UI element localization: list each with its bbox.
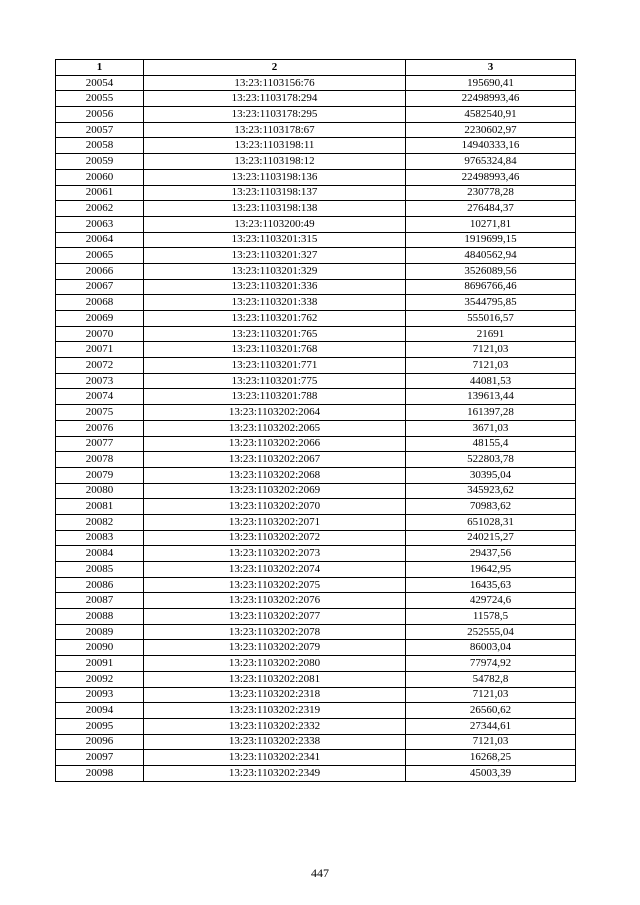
cadastral-number-cell: 13:23:1103202:2071: [144, 514, 406, 530]
row-number-cell: 20088: [56, 609, 144, 625]
cadastral-number-cell: 13:23:1103202:2077: [144, 609, 406, 625]
value-cell: 30395,04: [406, 467, 576, 483]
row-number-cell: 20090: [56, 640, 144, 656]
table-row: [56, 656, 576, 672]
value-cell: 86003,04: [406, 640, 576, 656]
row-number-cell: 20068: [56, 295, 144, 311]
cadastral-number-cell: 13:23:1103202:2075: [144, 577, 406, 593]
row-number-cell: 20077: [56, 436, 144, 452]
value-cell: 7121,03: [406, 342, 576, 358]
cadastral-number-cell: 13:23:1103202:2080: [144, 656, 406, 672]
row-number-cell: 20062: [56, 201, 144, 217]
row-number-cell: 20086: [56, 577, 144, 593]
value-cell: 522803,78: [406, 452, 576, 468]
cadastral-number-cell: 13:23:1103202:2067: [144, 452, 406, 468]
cadastral-number-cell: 13:23:1103198:11: [144, 138, 406, 154]
value-cell: 252555,04: [406, 624, 576, 640]
value-cell: 27344,61: [406, 718, 576, 734]
row-number-cell: 20089: [56, 624, 144, 640]
value-cell: 161397,28: [406, 405, 576, 421]
table-row: [56, 311, 576, 327]
value-cell: 22498993,46: [406, 91, 576, 107]
row-number-cell: 20060: [56, 169, 144, 185]
value-cell: 1919699,15: [406, 232, 576, 248]
table-row: [56, 138, 576, 154]
cadastral-number-cell: 13:23:1103202:2066: [144, 436, 406, 452]
cadastral-number-cell: 13:23:1103201:327: [144, 248, 406, 264]
table-row: [56, 750, 576, 766]
row-number-cell: 20094: [56, 703, 144, 719]
table-row: [56, 185, 576, 201]
table-row: [56, 734, 576, 750]
cadastral-number-cell: 13:23:1103202:2349: [144, 765, 406, 781]
value-cell: 21691: [406, 326, 576, 342]
cadastral-number-cell: 13:23:1103202:2073: [144, 546, 406, 562]
table-header: [56, 60, 576, 76]
table-row: [56, 91, 576, 107]
cadastral-number-cell: 13:23:1103201:775: [144, 373, 406, 389]
table-row: [56, 624, 576, 640]
row-number-cell: 20055: [56, 91, 144, 107]
table-row: [56, 687, 576, 703]
value-cell: 77974,92: [406, 656, 576, 672]
cadastral-number-cell: 13:23:1103202:2074: [144, 562, 406, 578]
table-row: [56, 358, 576, 374]
row-number-cell: 20096: [56, 734, 144, 750]
table-row: [56, 75, 576, 91]
row-number-cell: 20076: [56, 420, 144, 436]
table-row: [56, 546, 576, 562]
data-table: [55, 59, 576, 782]
row-number-cell: 20070: [56, 326, 144, 342]
row-number-cell: 20066: [56, 263, 144, 279]
value-cell: 16268,25: [406, 750, 576, 766]
row-number-cell: 20063: [56, 216, 144, 232]
table-row: [56, 263, 576, 279]
row-number-cell: 20072: [56, 358, 144, 374]
value-cell: 276484,37: [406, 201, 576, 217]
row-number-cell: 20097: [56, 750, 144, 766]
cadastral-number-cell: 13:23:1103202:2076: [144, 593, 406, 609]
value-cell: 139613,44: [406, 389, 576, 405]
column-header-3: 3: [406, 60, 576, 76]
row-number-cell: 20071: [56, 342, 144, 358]
cadastral-number-cell: 13:23:1103201:768: [144, 342, 406, 358]
value-cell: 44081,53: [406, 373, 576, 389]
row-number-cell: 20075: [56, 405, 144, 421]
value-cell: 19642,95: [406, 562, 576, 578]
table-row: [56, 765, 576, 781]
cadastral-number-cell: 13:23:1103202:2079: [144, 640, 406, 656]
table-row: [56, 405, 576, 421]
table-row: [56, 420, 576, 436]
row-number-cell: 20069: [56, 311, 144, 327]
value-cell: 240215,27: [406, 530, 576, 546]
table-row: [56, 248, 576, 264]
row-number-cell: 20059: [56, 154, 144, 170]
table-row: [56, 107, 576, 123]
row-number-cell: 20082: [56, 514, 144, 530]
value-cell: 3526089,56: [406, 263, 576, 279]
table-row: [56, 514, 576, 530]
row-number-cell: 20078: [56, 452, 144, 468]
value-cell: 3544795,85: [406, 295, 576, 311]
value-cell: 22498993,46: [406, 169, 576, 185]
row-number-cell: 20093: [56, 687, 144, 703]
cadastral-number-cell: 13:23:1103200:49: [144, 216, 406, 232]
cadastral-number-cell: 13:23:1103202:2064: [144, 405, 406, 421]
table-row: [56, 436, 576, 452]
value-cell: 230778,28: [406, 185, 576, 201]
value-cell: 29437,56: [406, 546, 576, 562]
table-row: [56, 154, 576, 170]
value-cell: 7121,03: [406, 734, 576, 750]
cadastral-number-cell: 13:23:1103202:2068: [144, 467, 406, 483]
cadastral-number-cell: 13:23:1103201:762: [144, 311, 406, 327]
table-row: [56, 530, 576, 546]
row-number-cell: 20079: [56, 467, 144, 483]
row-number-cell: 20074: [56, 389, 144, 405]
table-row: [56, 452, 576, 468]
value-cell: 651028,31: [406, 514, 576, 530]
cadastral-number-cell: 13:23:1103202:2341: [144, 750, 406, 766]
table-row: [56, 483, 576, 499]
table-row: [56, 499, 576, 515]
value-cell: 2230602,97: [406, 122, 576, 138]
table-row: [56, 201, 576, 217]
table-row: [56, 295, 576, 311]
cadastral-number-cell: 13:23:1103202:2332: [144, 718, 406, 734]
row-number-cell: 20085: [56, 562, 144, 578]
row-number-cell: 20056: [56, 107, 144, 123]
cadastral-number-cell: 13:23:1103198:138: [144, 201, 406, 217]
table-row: [56, 373, 576, 389]
row-number-cell: 20083: [56, 530, 144, 546]
table-row: [56, 671, 576, 687]
table-row: [56, 169, 576, 185]
row-number-cell: 20080: [56, 483, 144, 499]
value-cell: 10271,81: [406, 216, 576, 232]
cadastral-number-cell: 13:23:1103202:2081: [144, 671, 406, 687]
row-number-cell: 20073: [56, 373, 144, 389]
value-cell: 7121,03: [406, 358, 576, 374]
row-number-cell: 20065: [56, 248, 144, 264]
table-row: [56, 279, 576, 295]
value-cell: 26560,62: [406, 703, 576, 719]
cadastral-number-cell: 13:23:1103202:2069: [144, 483, 406, 499]
table-row: [56, 326, 576, 342]
cadastral-number-cell: 13:23:1103198:136: [144, 169, 406, 185]
table-row: [56, 216, 576, 232]
table-row: [56, 467, 576, 483]
table-row: [56, 562, 576, 578]
cadastral-number-cell: 13:23:1103178:295: [144, 107, 406, 123]
cadastral-number-cell: 13:23:1103202:2072: [144, 530, 406, 546]
value-cell: 429724,6: [406, 593, 576, 609]
cadastral-number-cell: 13:23:1103201:336: [144, 279, 406, 295]
row-number-cell: 20092: [56, 671, 144, 687]
value-cell: 45003,39: [406, 765, 576, 781]
cadastral-number-cell: 13:23:1103202:2318: [144, 687, 406, 703]
row-number-cell: 20058: [56, 138, 144, 154]
cadastral-number-cell: 13:23:1103178:294: [144, 91, 406, 107]
table-row: [56, 577, 576, 593]
cadastral-number-cell: 13:23:1103202:2065: [144, 420, 406, 436]
row-number-cell: 20061: [56, 185, 144, 201]
value-cell: 54782,8: [406, 671, 576, 687]
cadastral-number-cell: 13:23:1103201:788: [144, 389, 406, 405]
header-row: [56, 60, 576, 76]
value-cell: 7121,03: [406, 687, 576, 703]
cadastral-number-cell: 13:23:1103202:2078: [144, 624, 406, 640]
row-number-cell: 20081: [56, 499, 144, 515]
value-cell: 555016,57: [406, 311, 576, 327]
table-body: [56, 75, 576, 781]
cadastral-number-cell: 13:23:1103198:12: [144, 154, 406, 170]
table-row: [56, 703, 576, 719]
value-cell: 345923,62: [406, 483, 576, 499]
cadastral-number-cell: 13:23:1103198:137: [144, 185, 406, 201]
cadastral-number-cell: 13:23:1103201:315: [144, 232, 406, 248]
table-row: [56, 640, 576, 656]
cadastral-number-cell: 13:23:1103201:771: [144, 358, 406, 374]
value-cell: 48155,4: [406, 436, 576, 452]
table-row: [56, 718, 576, 734]
row-number-cell: 20091: [56, 656, 144, 672]
row-number-cell: 20067: [56, 279, 144, 295]
cadastral-number-cell: 13:23:1103201:338: [144, 295, 406, 311]
cadastral-number-cell: 13:23:1103201:329: [144, 263, 406, 279]
row-number-cell: 20054: [56, 75, 144, 91]
table-row: [56, 609, 576, 625]
cadastral-number-cell: 13:23:1103201:765: [144, 326, 406, 342]
row-number-cell: 20087: [56, 593, 144, 609]
value-cell: 11578,5: [406, 609, 576, 625]
row-number-cell: 20084: [56, 546, 144, 562]
value-cell: 4840562,94: [406, 248, 576, 264]
value-cell: 3671,03: [406, 420, 576, 436]
value-cell: 195690,41: [406, 75, 576, 91]
row-number-cell: 20064: [56, 232, 144, 248]
value-cell: 14940333,16: [406, 138, 576, 154]
value-cell: 9765324,84: [406, 154, 576, 170]
cadastral-number-cell: 13:23:1103202:2319: [144, 703, 406, 719]
value-cell: 8696766,46: [406, 279, 576, 295]
row-number-cell: 20057: [56, 122, 144, 138]
table-row: [56, 122, 576, 138]
row-number-cell: 20098: [56, 765, 144, 781]
value-cell: 4582540,91: [406, 107, 576, 123]
table-row: [56, 232, 576, 248]
value-cell: 16435,63: [406, 577, 576, 593]
table-row: [56, 342, 576, 358]
cadastral-number-cell: 13:23:1103202:2070: [144, 499, 406, 515]
page-number: 447: [311, 866, 329, 880]
column-header-1: 1: [56, 60, 144, 76]
column-header-2: 2: [144, 60, 406, 76]
table-row: [56, 593, 576, 609]
cadastral-number-cell: 13:23:1103178:67: [144, 122, 406, 138]
value-cell: 70983,62: [406, 499, 576, 515]
cadastral-number-cell: 13:23:1103202:2338: [144, 734, 406, 750]
table-row: [56, 389, 576, 405]
row-number-cell: 20095: [56, 718, 144, 734]
cadastral-number-cell: 13:23:1103156:76: [144, 75, 406, 91]
